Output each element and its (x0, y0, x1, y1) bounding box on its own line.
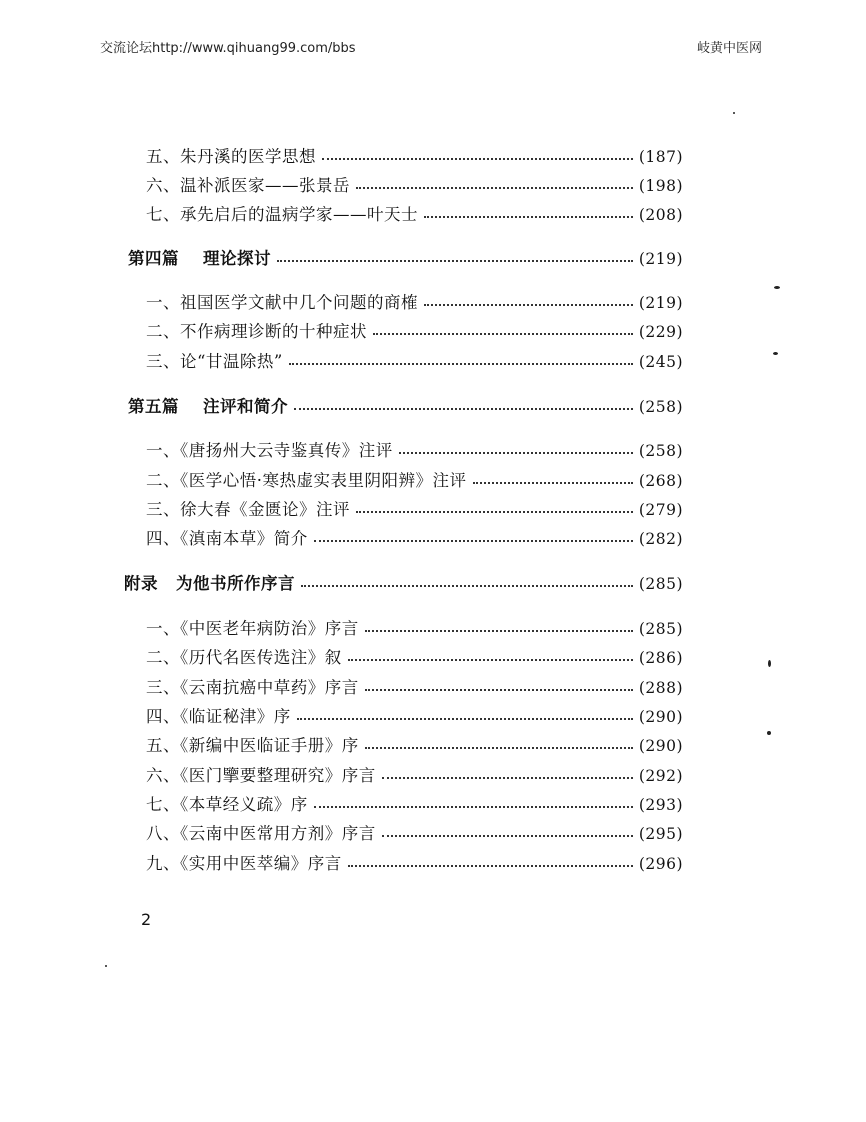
toc-entry-title: 七、承先启后的温病学家——叶天士 (146, 205, 418, 224)
section-title: 理论探讨 (203, 249, 271, 268)
toc-entry (146, 732, 683, 756)
dot-leader (365, 747, 633, 749)
toc-entry-page: (295) (638, 825, 683, 843)
dot-leader (365, 689, 633, 691)
dot-leader (322, 158, 633, 160)
toc-section-heading (128, 393, 683, 417)
toc-entry (146, 525, 683, 549)
toc-entry-page: (293) (638, 796, 683, 814)
scan-speck (773, 352, 778, 355)
toc-entry (146, 496, 683, 520)
dot-leader (277, 260, 633, 262)
toc-entry (146, 318, 683, 342)
toc-entry-page: (292) (638, 767, 683, 785)
scan-speck (105, 965, 107, 967)
toc-entry-title: 二、不作病理诊断的十种症状 (146, 322, 367, 341)
toc-entry-page: (245) (638, 353, 683, 371)
toc-entry-title: 五、《新编中医临证手册》序 (146, 736, 359, 755)
dot-leader (314, 806, 633, 808)
toc-entry-title: 五、朱丹溪的医学思想 (146, 147, 316, 166)
toc-entry-page: (296) (638, 855, 683, 873)
toc-entry (146, 143, 683, 167)
dot-leader (365, 630, 633, 632)
toc-entry-page: (285) (638, 620, 683, 638)
toc-entry-title: 一、《中医老年病防治》序言 (146, 619, 359, 638)
section-label: 第四篇 (128, 249, 179, 268)
toc-entry-page: (290) (638, 737, 683, 755)
toc-entry-title: 六、温补派医家——张景岳 (146, 176, 350, 195)
toc-entry (146, 820, 683, 844)
toc-section-heading (124, 570, 683, 594)
toc-entry-page: (268) (638, 472, 683, 490)
toc-entry (146, 703, 683, 727)
toc-entry-title: 六、《医门擥要整理研究》序言 (146, 766, 376, 785)
toc-entry (146, 172, 683, 196)
toc-entry-title: 二、《医学心悟·寒热虚实表里阴阳辨》注评 (146, 471, 467, 490)
dot-leader (297, 718, 633, 720)
toc-entry-title: 四、《临证秘津》序 (146, 707, 291, 726)
dot-leader (382, 835, 633, 837)
toc-entry-page: (286) (638, 649, 683, 667)
scan-speck (767, 731, 771, 735)
scan-speck (733, 112, 735, 114)
toc-entry (146, 437, 683, 461)
dot-leader (473, 482, 633, 484)
toc-entry-page: (229) (638, 323, 683, 341)
toc-entry (146, 850, 683, 874)
toc-entry-page: (279) (638, 501, 683, 519)
page-number: 2 (141, 910, 152, 929)
dot-leader (356, 187, 633, 189)
toc-entry-title: 八、《云南中医常用方剂》序言 (146, 824, 376, 843)
toc-entry-page: (198) (638, 177, 683, 195)
toc-entry-page: (208) (638, 206, 683, 224)
toc-entry-title: 三、《云南抗癌中草药》序言 (146, 678, 359, 697)
dot-leader (356, 511, 633, 513)
toc-entry (146, 615, 683, 639)
dot-leader (289, 363, 633, 365)
toc-entry-page: (258) (638, 442, 683, 460)
section-title: 注评和简介 (203, 397, 288, 416)
toc-entry (146, 762, 683, 786)
scan-speck (768, 660, 771, 667)
dot-leader (424, 216, 633, 218)
dot-leader (294, 408, 633, 410)
toc-entry-title: 二、《历代名医传选注》叙 (146, 648, 342, 667)
toc-section-heading (128, 245, 683, 269)
toc-entry (146, 644, 683, 668)
toc-entry-page: (285) (638, 575, 683, 593)
toc-entry-page: (219) (638, 294, 683, 312)
dot-leader (382, 777, 633, 779)
toc-entry (146, 348, 683, 372)
dot-leader (348, 865, 633, 867)
toc-entry (146, 467, 683, 491)
section-label: 第五篇 (128, 397, 179, 416)
section-title: 为他书所作序言 (176, 574, 295, 593)
toc-entry-title: 三、徐大春《金匮论》注评 (146, 500, 350, 519)
toc-entry (146, 791, 683, 815)
toc-entry (146, 289, 683, 313)
dot-leader (301, 585, 633, 587)
toc-entry (146, 201, 683, 225)
scan-speck (774, 286, 780, 289)
header-right-text: 岐黄中医网 (696, 41, 762, 56)
section-label: 附录 (124, 574, 158, 593)
dot-leader (399, 452, 633, 454)
header-left-text: 交流论坛http://www.qihuang99.com/bbs (100, 41, 356, 56)
toc-entry-title: 三、论“甘温除热” (146, 352, 283, 371)
toc-entry-page: (282) (638, 530, 683, 548)
toc-entry-page: (258) (638, 398, 683, 416)
toc-entry-title: 四、《滇南本草》简介 (146, 529, 308, 548)
dot-leader (424, 304, 633, 306)
toc-entry-title: 一、《唐扬州大云寺鉴真传》注评 (146, 441, 393, 460)
toc-entry (146, 674, 683, 698)
toc-entry-title: 九、《实用中医萃编》序言 (146, 854, 342, 873)
toc-entry-page: (288) (638, 679, 683, 697)
toc-entry-page: (290) (638, 708, 683, 726)
toc-entry-page: (219) (638, 250, 683, 268)
dot-leader (348, 659, 633, 661)
toc-entry-title: 七、《本草经义疏》序 (146, 795, 308, 814)
toc-entry-page: (187) (638, 148, 683, 166)
toc-entry-title: 一、祖国医学文献中几个问题的商榷 (146, 293, 418, 312)
dot-leader (314, 540, 633, 542)
dot-leader (373, 333, 633, 335)
